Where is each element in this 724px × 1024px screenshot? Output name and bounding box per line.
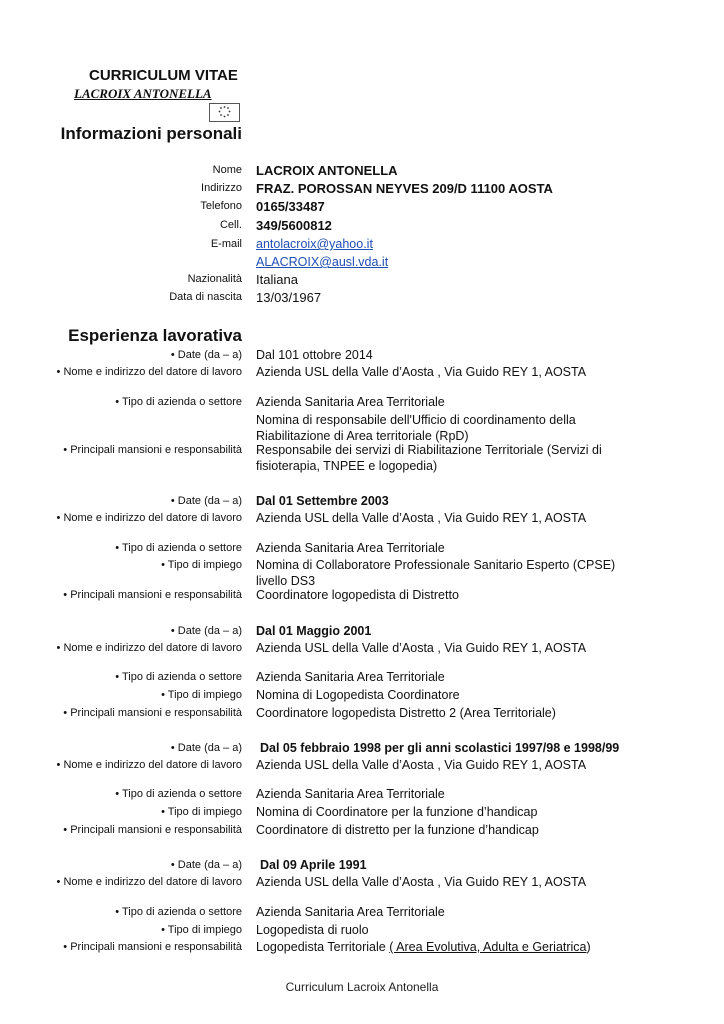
mobile-value: 349/5600812	[256, 218, 332, 233]
dates-label: • Date (da – a)	[170, 859, 242, 871]
address-label: Indirizzo	[201, 182, 242, 194]
job-type-label: • Tipo di impiego	[161, 806, 242, 818]
entry-dates: Dal 01 Maggio 2001	[256, 624, 372, 638]
experience-title: Esperienza lavorativa	[68, 326, 242, 345]
duties-label: • Principali mansioni e responsabilità	[63, 941, 242, 953]
mobile-label: Cell.	[219, 219, 242, 231]
entry-job-type: Nomina di Collaboratore Professionale Sanitario Esperto (CPSE) livello DS3	[256, 558, 616, 588]
dates-label: • Date (da – a)	[170, 349, 242, 361]
entry-duties: Coordinatore di distretto per la funzione d’handicap	[256, 823, 539, 837]
entry-dates: Dal 101 ottobre 2014	[256, 348, 373, 362]
entry-company-type: Azienda Sanitaria Area Territoriale	[256, 395, 445, 409]
personal-info-title: Informazioni personali	[60, 124, 242, 143]
entry-dates: Dal 01 Settembre 2003	[256, 494, 389, 508]
duties-label: • Principali mansioni e responsabilità	[63, 824, 242, 836]
job-type-label: • Tipo di impiego	[161, 689, 242, 701]
nationality-label: Nazionalità	[187, 273, 242, 285]
entry-company-type: Azienda Sanitaria Area Territoriale	[256, 670, 445, 684]
employer-label: • Nome e indirizzo del datore di lavoro	[56, 759, 242, 771]
employer-label: • Nome e indirizzo del datore di lavoro	[56, 512, 242, 524]
company-type-label: • Tipo di azienda o settore	[115, 788, 242, 800]
phone-value: 0165/33487	[256, 199, 325, 214]
email-label: E-mail	[210, 238, 242, 250]
birthdate-label: Data di nascita	[169, 291, 242, 303]
cv-title: CURRICULUM VITAE	[89, 67, 238, 84]
nationality-value: Italiana	[256, 272, 298, 287]
employer-label: • Nome e indirizzo del datore di lavoro	[56, 642, 242, 654]
entry-job-type: Nomina di Logopedista Coordinatore	[256, 688, 460, 702]
entry-job-type: Logopedista di ruolo	[256, 923, 369, 937]
entry-dates: Dal 09 Aprile 1991	[260, 858, 367, 872]
birthdate-value: 13/03/1967	[256, 290, 322, 305]
company-type-label: • Tipo di azienda o settore	[115, 671, 242, 683]
entry-duties: Coordinatore logopedista di Distretto	[256, 588, 459, 602]
job-type-label: • Tipo di impiego	[161, 924, 242, 936]
address-value: FRAZ. POROSSAN NEYVES 209/D 11100 AOSTA	[256, 181, 553, 196]
duties-label: • Principali mansioni e responsabilità	[63, 707, 242, 719]
page-footer: Curriculum Lacroix Antonella	[285, 980, 439, 994]
email-link-2[interactable]: ALACROIX@ausl.vda.it	[256, 255, 389, 269]
entry-employer: Azienda USL della Valle d’Aosta , Via Guido REY 1, AOSTA	[256, 365, 587, 379]
duties-label: • Principali mansioni e responsabilità	[63, 589, 242, 601]
dates-label: • Date (da – a)	[170, 495, 242, 507]
dates-label: • Date (da – a)	[170, 625, 242, 637]
entry-company-type: Azienda Sanitaria Area Territoriale	[256, 787, 445, 801]
dates-label: • Date (da – a)	[170, 742, 242, 754]
cv-name: LACROIX ANTONELLA	[74, 86, 212, 101]
duties-underlined-text: ( Area Evolutiva, Adulta e Geriatrica	[389, 940, 587, 954]
entry-employer: Azienda USL della Valle d’Aosta , Via Guido REY 1, AOSTA	[256, 511, 587, 525]
company-type-label: • Tipo di azienda o settore	[115, 396, 242, 408]
entry-employer: Azienda USL della Valle d’Aosta , Via Guido REY 1, AOSTA	[256, 758, 587, 772]
name-value: LACROIX ANTONELLA	[256, 163, 398, 178]
entry-employer: Azienda USL della Valle d’Aosta , Via Guido REY 1, AOSTA	[256, 641, 587, 655]
name-label: Nome	[212, 164, 242, 176]
entry-dates: Dal 05 febbraio 1998 per gli anni scolastici 1997/98 e 1998/99	[260, 741, 620, 755]
entry-employer: Azienda USL della Valle d’Aosta , Via Guido REY 1, AOSTA	[256, 875, 587, 889]
duties-tail-text: )	[586, 940, 591, 954]
job-type-label: • Tipo di impiego	[161, 559, 242, 571]
employer-label: • Nome e indirizzo del datore di lavoro	[56, 366, 242, 378]
duties-label: • Principali mansioni e responsabilità	[63, 444, 242, 456]
entry-job-type: Nomina di responsabile dell'Ufficio di coordinamento della Riabilitazione di Area territoriale (RpD)	[256, 413, 576, 443]
email-link-1[interactable]: antolacroix@yahoo.it	[256, 237, 373, 251]
entry-duties	[256, 940, 591, 954]
phone-label: Telefono	[200, 200, 242, 212]
entry-job-type: Nomina di Coordinatore per la funzione d’handicap	[256, 805, 538, 819]
company-type-label: • Tipo di azienda o settore	[115, 542, 242, 554]
company-type-label: • Tipo di azienda o settore	[115, 906, 242, 918]
entry-duties: Responsabile dei servizi di Riabilitazione Territoriale (Servizi di fisioterapia, TNPEE e logopedia)	[256, 443, 602, 473]
duties-plain-text: Logopedista Territoriale	[256, 940, 390, 954]
entry-duties: Coordinatore logopedista Distretto 2 (Area Territoriale)	[256, 706, 556, 720]
entry-company-type: Azienda Sanitaria Area Territoriale	[256, 541, 445, 555]
entry-company-type: Azienda Sanitaria Area Territoriale	[256, 905, 445, 919]
eu-flag-icon	[209, 103, 240, 122]
employer-label: • Nome e indirizzo del datore di lavoro	[56, 876, 242, 888]
